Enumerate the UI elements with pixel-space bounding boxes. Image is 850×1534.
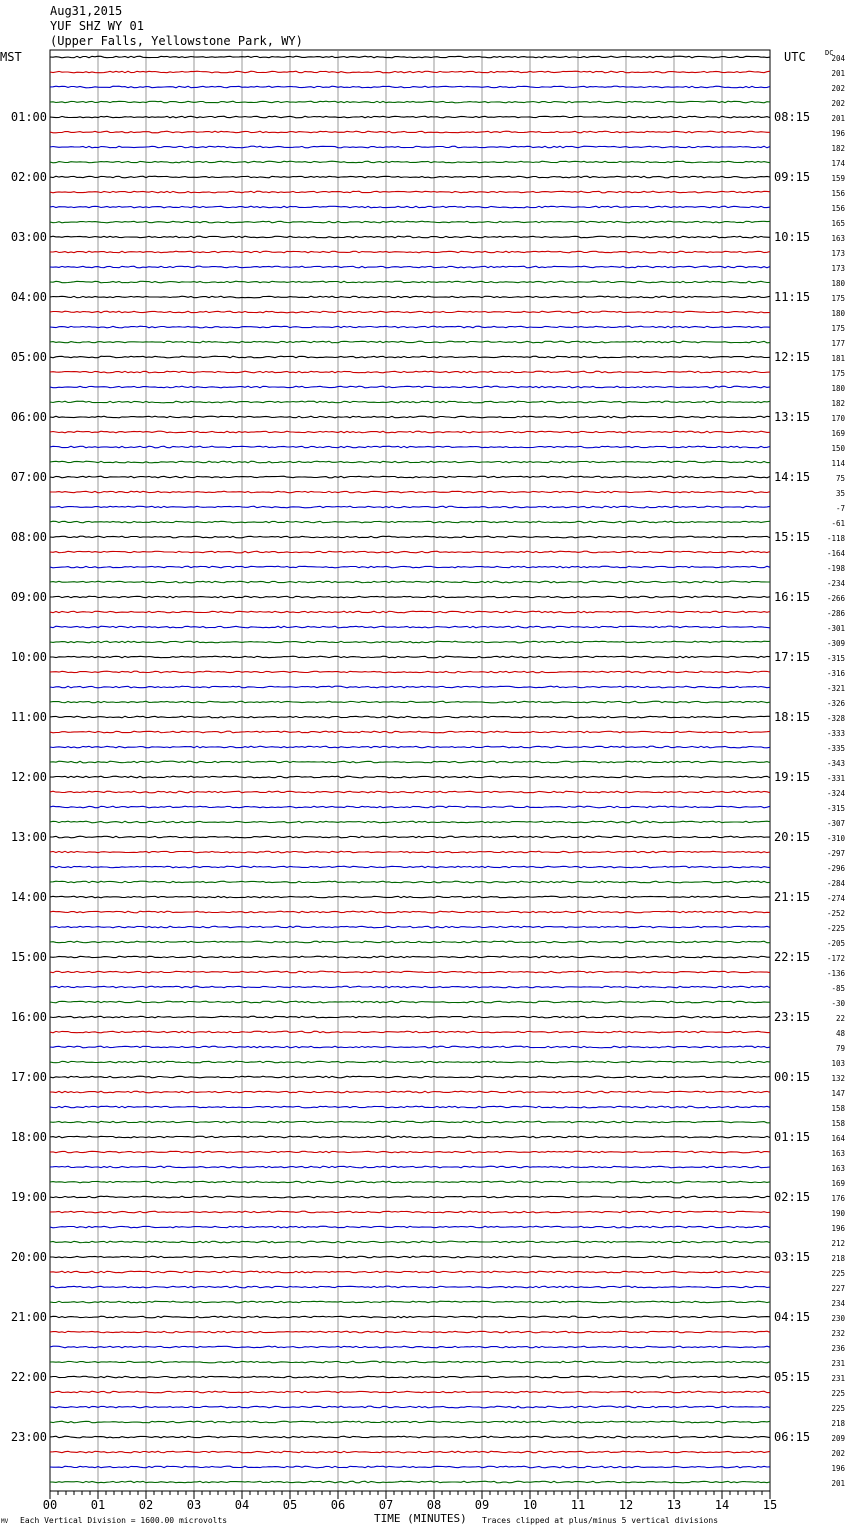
dc-offset-label: -301 [826, 624, 845, 633]
trace-line [50, 521, 770, 523]
trace-line [50, 596, 770, 598]
dc-offset-label: 150 [831, 444, 845, 453]
clip-note: Traces clipped at plus/minus 5 vertical divisions [482, 1516, 719, 1525]
trace-line [50, 911, 770, 913]
x-tick-label: 04 [234, 1498, 250, 1512]
trace-line [50, 1286, 770, 1288]
dc-offset-label: 175 [831, 294, 845, 303]
left-timezone-label: MST [0, 50, 22, 64]
trace-line [50, 1091, 770, 1093]
trace-line [50, 836, 770, 838]
x-tick-label: 05 [282, 1498, 298, 1512]
trace-line [50, 236, 770, 238]
dc-offset-label: 175 [831, 369, 845, 378]
x-tick-label: 13 [666, 1498, 682, 1512]
x-tick-label: 00 [42, 1498, 58, 1512]
dc-offset-label: -296 [826, 864, 845, 873]
trace-line [50, 581, 770, 583]
dc-offset-label: -333 [826, 729, 845, 738]
header-location: (Upper Falls, Yellowstone Park, WY) [50, 34, 303, 48]
trace-line [50, 1031, 770, 1033]
trace-line [50, 341, 770, 343]
dc-offset-label: 202 [831, 84, 845, 93]
trace-line [50, 1331, 770, 1333]
trace-line [50, 446, 770, 448]
dc-offset-label: -252 [826, 909, 845, 918]
trace-line [50, 656, 770, 658]
x-tick-label: 14 [714, 1498, 730, 1512]
utc-hour-label: 16:15 [774, 590, 811, 604]
dc-offset-label: 182 [831, 144, 845, 153]
dc-offset-label: 173 [831, 249, 845, 258]
logo-mark: MV [1, 1518, 9, 1525]
x-tick-label: 10 [522, 1498, 538, 1512]
dc-offset-label: 230 [831, 1314, 845, 1323]
dc-offset-label: -315 [826, 654, 845, 663]
dc-offset-label: -225 [826, 924, 845, 933]
dc-offset-label: 218 [831, 1419, 845, 1428]
mst-hour-label: 16:00 [10, 1010, 47, 1024]
dc-offset-label: 169 [831, 1179, 845, 1188]
trace-line [50, 1181, 770, 1183]
mst-hour-label: 08:00 [10, 530, 47, 544]
dc-offset-label: -286 [826, 609, 845, 618]
trace-line [50, 986, 770, 988]
dc-offset-label: 163 [831, 1149, 845, 1158]
x-tick-label: 07 [378, 1498, 394, 1512]
utc-hour-label: 15:15 [774, 530, 811, 544]
x-tick-label: 08 [426, 1498, 442, 1512]
utc-hour-label: 22:15 [774, 950, 811, 964]
mst-hour-label: 03:00 [10, 230, 47, 244]
dc-offset-label: 204 [831, 54, 845, 63]
header-channel: YUF SHZ WY 01 [50, 19, 144, 33]
x-tick-label: 01 [90, 1498, 106, 1512]
dc-offset-label: 156 [831, 189, 845, 198]
trace-line [50, 716, 770, 718]
utc-hour-label: 23:15 [774, 1010, 811, 1024]
trace-line [50, 131, 770, 133]
dc-offset-label: -274 [826, 894, 845, 903]
trace-line [50, 701, 770, 703]
trace-line [50, 641, 770, 643]
trace-line [50, 971, 770, 973]
utc-hour-label: 02:15 [774, 1190, 811, 1204]
right-timezone-label: UTC [784, 50, 806, 64]
trace-line [50, 896, 770, 898]
dc-offset-label: 180 [831, 384, 845, 393]
dc-offset-label: 225 [831, 1269, 845, 1278]
dc-offset-label: 165 [831, 219, 845, 228]
trace-line [50, 71, 770, 73]
dc-offset-label: 156 [831, 204, 845, 213]
trace-line [50, 536, 770, 538]
mst-hour-label: 12:00 [10, 770, 47, 784]
trace-line [50, 1316, 770, 1318]
trace-line [50, 881, 770, 883]
trace-line [50, 1136, 770, 1138]
utc-hour-label: 01:15 [774, 1130, 811, 1144]
dc-offset-label: 212 [831, 1239, 845, 1248]
traces [50, 56, 770, 1483]
utc-hour-label: 12:15 [774, 350, 811, 364]
utc-hour-label: 03:15 [774, 1250, 811, 1264]
trace-line [50, 671, 770, 673]
dc-offset-label: 231 [831, 1374, 845, 1383]
dc-offset-label: 201 [831, 69, 845, 78]
dc-offset-label: 79 [835, 1044, 845, 1053]
dc-offset-label: 181 [831, 354, 845, 363]
trace-line [50, 1346, 770, 1348]
dc-offset-label: -324 [826, 789, 845, 798]
mst-hour-label: 21:00 [10, 1310, 47, 1324]
trace-line [50, 161, 770, 163]
header-date: Aug31,2015 [50, 4, 123, 18]
trace-line [50, 221, 770, 223]
dc-offset-label: 180 [831, 309, 845, 318]
mst-hour-label: 18:00 [10, 1130, 47, 1144]
utc-hour-label: 19:15 [774, 770, 811, 784]
dc-offset-label: 35 [835, 489, 845, 498]
utc-hour-label: 06:15 [774, 1430, 811, 1444]
trace-line [50, 761, 770, 763]
trace-line [50, 1481, 770, 1483]
dc-offset-label: -343 [826, 759, 845, 768]
trace-line [50, 266, 770, 268]
dc-offset-label: 147 [831, 1089, 845, 1098]
trace-line [50, 251, 770, 253]
dc-offset-label: -118 [826, 534, 845, 543]
dc-offset-label: -335 [826, 744, 845, 753]
dc-offset-label: -328 [826, 714, 845, 723]
trace-line [50, 686, 770, 688]
trace-line [50, 851, 770, 853]
trace-line [50, 1406, 770, 1408]
trace-line [50, 476, 770, 478]
utc-hour-label: 21:15 [774, 890, 811, 904]
dc-offset-label: 231 [831, 1359, 845, 1368]
utc-hour-label: 08:15 [774, 110, 811, 124]
dc-offset-label: 75 [835, 474, 845, 483]
dc-offset-label: -136 [826, 969, 845, 978]
trace-line [50, 1076, 770, 1078]
mst-hour-label: 05:00 [10, 350, 47, 364]
dc-offset-label: 180 [831, 279, 845, 288]
trace-line [50, 296, 770, 298]
trace-line [50, 206, 770, 208]
trace-line [50, 1196, 770, 1198]
dc-offset-label: 190 [831, 1209, 845, 1218]
vertical-division-note: Each Vertical Division = 1600.00 microvolts [20, 1516, 228, 1525]
trace-line [50, 56, 770, 58]
trace-line [50, 1376, 770, 1378]
dc-offset-label: -61 [831, 519, 845, 528]
utc-hour-label: 11:15 [774, 290, 811, 304]
dc-offset-label: 218 [831, 1254, 845, 1263]
dc-offset-label: -85 [831, 984, 845, 993]
dc-offset-label: -198 [826, 564, 845, 573]
trace-line [50, 791, 770, 793]
trace-line [50, 1046, 770, 1048]
trace-line [50, 311, 770, 313]
dc-offset-label: -310 [826, 834, 845, 843]
mst-hour-label: 04:00 [10, 290, 47, 304]
dc-offset-label: 170 [831, 414, 845, 423]
dc-offset-label: 196 [831, 129, 845, 138]
dc-offset-label: 169 [831, 429, 845, 438]
x-tick-label: 12 [618, 1498, 634, 1512]
trace-line [50, 776, 770, 778]
dc-offset-label: 209 [831, 1434, 845, 1443]
x-tick-label: 11 [570, 1498, 586, 1512]
utc-hour-label: 04:15 [774, 1310, 811, 1324]
mst-hour-label: 11:00 [10, 710, 47, 724]
trace-line [50, 116, 770, 118]
dc-offset-label: 158 [831, 1119, 845, 1128]
trace-line [50, 956, 770, 958]
trace-line [50, 1016, 770, 1018]
dc-offset-label: -326 [826, 699, 845, 708]
dc-offset-label: 158 [831, 1104, 845, 1113]
utc-hour-label: 14:15 [774, 470, 811, 484]
dc-offset-label: 202 [831, 1449, 845, 1458]
mst-hour-label: 06:00 [10, 410, 47, 424]
dc-offset-label: 225 [831, 1404, 845, 1413]
trace-line [50, 1361, 770, 1363]
mst-hour-label: 19:00 [10, 1190, 47, 1204]
dc-offset-label: -316 [826, 669, 845, 678]
mst-hour-label: 14:00 [10, 890, 47, 904]
mst-hour-label: 10:00 [10, 650, 47, 664]
trace-line [50, 1121, 770, 1123]
trace-line [50, 416, 770, 418]
dc-offset-label: 176 [831, 1194, 845, 1203]
trace-line [50, 191, 770, 193]
trace-line [50, 1421, 770, 1423]
dc-offset-label: 174 [831, 159, 845, 168]
trace-line [50, 101, 770, 103]
trace-line [50, 146, 770, 148]
dc-offset-label: 48 [835, 1029, 845, 1038]
dc-offset-label: -172 [826, 954, 845, 963]
utc-hour-label: 09:15 [774, 170, 811, 184]
x-tick-label: 06 [330, 1498, 346, 1512]
dc-offset-label: 202 [831, 99, 845, 108]
dc-offset-label: 201 [831, 1479, 845, 1488]
dc-offset-label: 173 [831, 264, 845, 273]
dc-offset-label: -307 [826, 819, 845, 828]
trace-line [50, 1106, 770, 1108]
dc-offset-label: -315 [826, 804, 845, 813]
dc-offset-label: 196 [831, 1224, 845, 1233]
utc-hour-label: 10:15 [774, 230, 811, 244]
dc-offset-label: 177 [831, 339, 845, 348]
dc-offset-label: 236 [831, 1344, 845, 1353]
x-axis [43, 1491, 777, 1512]
dc-offset-label: 103 [831, 1059, 845, 1068]
x-tick-label: 15 [762, 1498, 778, 1512]
trace-line [50, 626, 770, 628]
dc-offset-label: -309 [826, 639, 845, 648]
dc-offset-label: -284 [826, 879, 845, 888]
trace-line [50, 386, 770, 388]
dc-offset-label: -30 [831, 999, 845, 1008]
mst-hour-label: 01:00 [10, 110, 47, 124]
dc-offset-label: -164 [826, 549, 845, 558]
x-tick-label: 09 [474, 1498, 490, 1512]
dc-offset-label: -7 [835, 504, 845, 513]
trace-line [50, 1466, 770, 1468]
trace-line [50, 1166, 770, 1168]
trace-line [50, 1001, 770, 1003]
trace-line [50, 1226, 770, 1228]
mst-hour-label: 13:00 [10, 830, 47, 844]
dc-offset-label: 225 [831, 1389, 845, 1398]
dc-column-label: DC [825, 49, 834, 57]
dc-offset-label: -205 [826, 939, 845, 948]
utc-hour-label: 00:15 [774, 1070, 811, 1084]
trace-line [50, 866, 770, 868]
trace-line [50, 1271, 770, 1273]
mst-hour-label: 22:00 [10, 1370, 47, 1384]
trace-line [50, 1151, 770, 1153]
trace-line [50, 1061, 770, 1063]
dc-offset-label: 164 [831, 1134, 845, 1143]
trace-line [50, 1241, 770, 1243]
trace-line [50, 551, 770, 553]
trace-line [50, 746, 770, 748]
utc-hour-label: 17:15 [774, 650, 811, 664]
dc-offset-label: 175 [831, 324, 845, 333]
x-tick-label: 02 [138, 1498, 154, 1512]
trace-line [50, 356, 770, 358]
dc-offset-label: 201 [831, 114, 845, 123]
mst-hour-label: 09:00 [10, 590, 47, 604]
dc-offset-label: -234 [826, 579, 845, 588]
utc-hour-label: 18:15 [774, 710, 811, 724]
dc-offset-label: 132 [831, 1074, 845, 1083]
trace-line [50, 806, 770, 808]
trace-line [50, 506, 770, 508]
dc-offset-label: 227 [831, 1284, 845, 1293]
trace-line [50, 491, 770, 493]
trace-line [50, 1301, 770, 1303]
trace-line [50, 611, 770, 613]
trace-line [50, 1391, 770, 1393]
x-tick-label: 03 [186, 1498, 202, 1512]
dc-offset-label: -266 [826, 594, 845, 603]
mst-hour-label: 07:00 [10, 470, 47, 484]
dc-offset-label: 159 [831, 174, 845, 183]
trace-line [50, 461, 770, 463]
utc-hour-label: 05:15 [774, 1370, 811, 1384]
dc-offset-label: 163 [831, 234, 845, 243]
dc-offset-label: 182 [831, 399, 845, 408]
dc-offset-label: -321 [826, 684, 845, 693]
trace-line [50, 1451, 770, 1453]
dc-offset-label: 163 [831, 1164, 845, 1173]
trace-line [50, 1436, 770, 1438]
trace-line [50, 566, 770, 568]
trace-line [50, 326, 770, 328]
trace-line [50, 371, 770, 373]
trace-line [50, 431, 770, 433]
trace-line [50, 821, 770, 823]
trace-line [50, 941, 770, 943]
mst-hour-label: 17:00 [10, 1070, 47, 1084]
mst-hour-label: 15:00 [10, 950, 47, 964]
trace-line [50, 281, 770, 283]
dc-offset-label: -331 [826, 774, 845, 783]
mst-hour-label: 02:00 [10, 170, 47, 184]
utc-hour-label: 20:15 [774, 830, 811, 844]
trace-line [50, 926, 770, 928]
dc-offset-label: 234 [831, 1299, 845, 1308]
dc-offset-label: 114 [831, 459, 845, 468]
trace-line [50, 176, 770, 178]
trace-line [50, 401, 770, 403]
trace-line [50, 1211, 770, 1213]
mst-hour-label: 23:00 [10, 1430, 47, 1444]
trace-line [50, 1256, 770, 1258]
trace-line [50, 731, 770, 733]
dc-offset-label: -297 [826, 849, 845, 858]
mst-hour-label: 20:00 [10, 1250, 47, 1264]
dc-offset-label: 22 [835, 1014, 845, 1023]
dc-offset-label: 196 [831, 1464, 845, 1473]
utc-hour-label: 13:15 [774, 410, 811, 424]
x-axis-title: TIME (MINUTES) [374, 1512, 467, 1525]
trace-line [50, 86, 770, 88]
dc-offset-label: 232 [831, 1329, 845, 1338]
